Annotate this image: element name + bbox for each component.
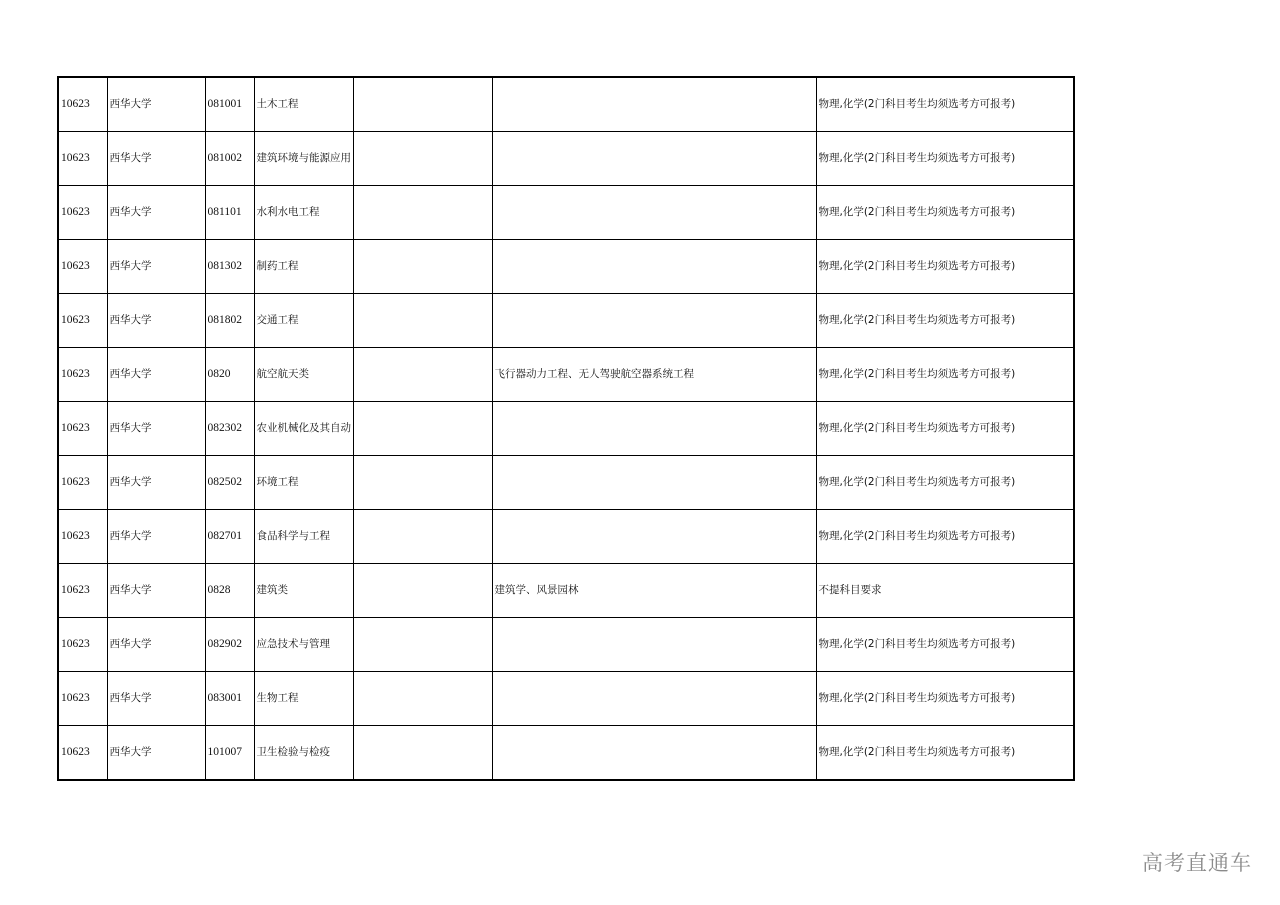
table-row bbox=[58, 132, 1074, 186]
major-code-cell: 082502 bbox=[205, 456, 254, 510]
major-code-cell: 101007 bbox=[205, 726, 254, 781]
school-name-cell: 西华大学 bbox=[107, 672, 205, 726]
blank-cell bbox=[353, 510, 492, 564]
included-majors-cell bbox=[492, 510, 816, 564]
major-name-cell: 应急技术与管理 bbox=[254, 618, 353, 672]
subject-requirement-cell: 物理,化学(2门科目考生均须选考方可报考) bbox=[816, 672, 1074, 726]
school-code-cell: 10623 bbox=[58, 456, 107, 510]
school-name-cell: 西华大学 bbox=[107, 510, 205, 564]
table-row bbox=[58, 77, 1074, 132]
subject-requirement-cell: 物理,化学(2门科目考生均须选考方可报考) bbox=[816, 294, 1074, 348]
included-majors-cell: 飞行器动力工程、无人驾驶航空器系统工程 bbox=[492, 348, 816, 402]
blank-cell bbox=[353, 402, 492, 456]
major-name-cell: 生物工程 bbox=[254, 672, 353, 726]
included-majors-cell bbox=[492, 726, 816, 781]
blank-cell bbox=[353, 186, 492, 240]
blank-cell bbox=[353, 348, 492, 402]
included-majors-cell bbox=[492, 240, 816, 294]
school-name-cell: 西华大学 bbox=[107, 564, 205, 618]
school-name-cell: 西华大学 bbox=[107, 77, 205, 132]
school-code-cell: 10623 bbox=[58, 132, 107, 186]
included-majors-cell: 建筑学、风景园林 bbox=[492, 564, 816, 618]
school-name-cell: 西华大学 bbox=[107, 294, 205, 348]
school-code-cell: 10623 bbox=[58, 348, 107, 402]
school-code-cell: 10623 bbox=[58, 240, 107, 294]
major-code-cell: 081101 bbox=[205, 186, 254, 240]
table-row bbox=[58, 618, 1074, 672]
table-row bbox=[58, 564, 1074, 618]
major-name-cell: 环境工程 bbox=[254, 456, 353, 510]
included-majors-cell bbox=[492, 132, 816, 186]
table-row bbox=[58, 240, 1074, 294]
blank-cell bbox=[353, 294, 492, 348]
school-name-cell: 西华大学 bbox=[107, 618, 205, 672]
blank-cell bbox=[353, 240, 492, 294]
blank-cell bbox=[353, 618, 492, 672]
included-majors-cell bbox=[492, 77, 816, 132]
blank-cell bbox=[353, 77, 492, 132]
major-code-cell: 081001 bbox=[205, 77, 254, 132]
table-row bbox=[58, 186, 1074, 240]
included-majors-cell bbox=[492, 456, 816, 510]
major-code-cell: 081802 bbox=[205, 294, 254, 348]
school-code-cell: 10623 bbox=[58, 402, 107, 456]
subject-requirement-cell: 物理,化学(2门科目考生均须选考方可报考) bbox=[816, 402, 1074, 456]
major-code-cell: 081302 bbox=[205, 240, 254, 294]
major-code-cell: 0828 bbox=[205, 564, 254, 618]
major-name-cell: 食品科学与工程 bbox=[254, 510, 353, 564]
table-row bbox=[58, 294, 1074, 348]
school-code-cell: 10623 bbox=[58, 77, 107, 132]
school-code-cell: 10623 bbox=[58, 618, 107, 672]
major-code-cell: 083001 bbox=[205, 672, 254, 726]
subject-requirement-cell: 不提科目要求 bbox=[816, 564, 1074, 618]
subject-requirement-cell: 物理,化学(2门科目考生均须选考方可报考) bbox=[816, 618, 1074, 672]
major-code-cell: 082701 bbox=[205, 510, 254, 564]
table-row bbox=[58, 672, 1074, 726]
major-code-cell: 0820 bbox=[205, 348, 254, 402]
school-name-cell: 西华大学 bbox=[107, 456, 205, 510]
major-code-cell: 082302 bbox=[205, 402, 254, 456]
blank-cell bbox=[353, 132, 492, 186]
major-name-cell: 交通工程 bbox=[254, 294, 353, 348]
table-row bbox=[58, 510, 1074, 564]
major-name-cell: 建筑环境与能源应用 bbox=[254, 132, 353, 186]
major-name-cell: 建筑类 bbox=[254, 564, 353, 618]
table-row bbox=[58, 402, 1074, 456]
watermark-text: 高考直通车 bbox=[1142, 851, 1252, 875]
included-majors-cell bbox=[492, 672, 816, 726]
major-name-cell: 土木工程 bbox=[254, 77, 353, 132]
subject-requirement-cell: 物理,化学(2门科目考生均须选考方可报考) bbox=[816, 726, 1074, 781]
included-majors-cell bbox=[492, 618, 816, 672]
subject-requirement-cell: 物理,化学(2门科目考生均须选考方可报考) bbox=[816, 456, 1074, 510]
major-name-cell: 水利水电工程 bbox=[254, 186, 353, 240]
included-majors-cell bbox=[492, 186, 816, 240]
subject-requirement-cell: 物理,化学(2门科目考生均须选考方可报考) bbox=[816, 186, 1074, 240]
blank-cell bbox=[353, 672, 492, 726]
subject-requirement-cell: 物理,化学(2门科目考生均须选考方可报考) bbox=[816, 77, 1074, 132]
major-name-cell: 航空航天类 bbox=[254, 348, 353, 402]
table-body bbox=[58, 77, 1074, 780]
school-name-cell: 西华大学 bbox=[107, 402, 205, 456]
school-code-cell: 10623 bbox=[58, 564, 107, 618]
subject-requirement-cell: 物理,化学(2门科目考生均须选考方可报考) bbox=[816, 348, 1074, 402]
included-majors-cell bbox=[492, 402, 816, 456]
school-name-cell: 西华大学 bbox=[107, 186, 205, 240]
table-row bbox=[58, 456, 1074, 510]
major-code-cell: 082902 bbox=[205, 618, 254, 672]
blank-cell bbox=[353, 456, 492, 510]
school-name-cell: 西华大学 bbox=[107, 726, 205, 781]
school-code-cell: 10623 bbox=[58, 726, 107, 781]
subject-requirement-cell: 物理,化学(2门科目考生均须选考方可报考) bbox=[816, 510, 1074, 564]
school-code-cell: 10623 bbox=[58, 672, 107, 726]
major-name-cell: 农业机械化及其自动 bbox=[254, 402, 353, 456]
included-majors-cell bbox=[492, 294, 816, 348]
table-row bbox=[58, 726, 1074, 781]
major-name-cell: 制药工程 bbox=[254, 240, 353, 294]
school-name-cell: 西华大学 bbox=[107, 240, 205, 294]
school-code-cell: 10623 bbox=[58, 186, 107, 240]
subject-requirement-cell: 物理,化学(2门科目考生均须选考方可报考) bbox=[816, 132, 1074, 186]
subject-requirement-cell: 物理,化学(2门科目考生均须选考方可报考) bbox=[816, 240, 1074, 294]
school-name-cell: 西华大学 bbox=[107, 348, 205, 402]
major-name-cell: 卫生检验与检疫 bbox=[254, 726, 353, 781]
school-name-cell: 西华大学 bbox=[107, 132, 205, 186]
major-code-cell: 081002 bbox=[205, 132, 254, 186]
school-code-cell: 10623 bbox=[58, 510, 107, 564]
blank-cell bbox=[353, 726, 492, 781]
table-row bbox=[58, 348, 1074, 402]
admission-requirements-table bbox=[57, 76, 1075, 781]
school-code-cell: 10623 bbox=[58, 294, 107, 348]
blank-cell bbox=[353, 564, 492, 618]
